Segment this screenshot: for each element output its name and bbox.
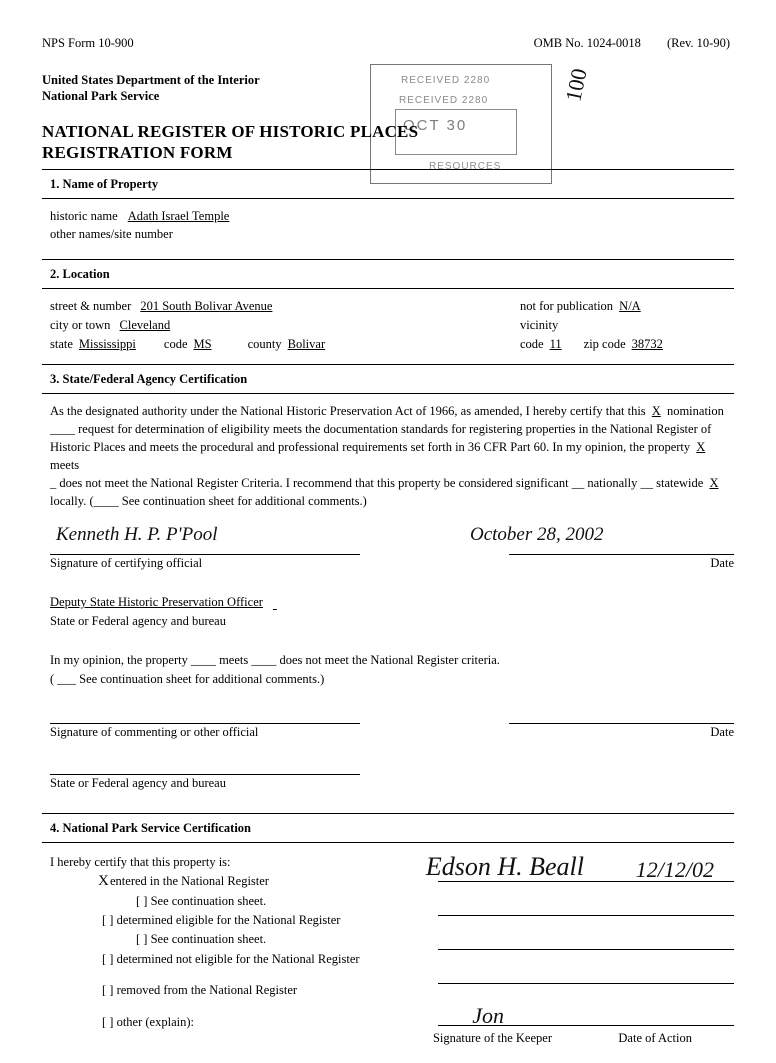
agency-bureau-caption: State or Federal agency and bureau — [50, 614, 226, 629]
city-label: city or town — [50, 318, 111, 333]
section-4-heading: 4. National Park Service Certification — [50, 820, 251, 835]
keeper-initial: Jon — [472, 1002, 504, 1028]
divider-title — [42, 169, 734, 170]
section-3-heading: 3. State/Federal Agency Certification — [50, 371, 248, 386]
street-row — [50, 297, 734, 316]
state-code-label: code — [163, 336, 188, 351]
form-title-line2: REGISTRATION FORM — [42, 142, 233, 162]
divider-section-3 — [42, 393, 734, 394]
section-2-heading: 2. Location — [50, 267, 110, 282]
certifying-signature-line — [50, 554, 360, 555]
keeper-date: 12/12/02 — [635, 856, 714, 882]
park-service-line: National Park Service — [42, 89, 160, 104]
nomination-checkbox-mark[interactable]: X — [651, 403, 661, 418]
cert-para-3a-text: does not meet the National Register Criteria. I recommend that this property be considered significant — [59, 476, 569, 491]
cert-para-4: locally. (____ See continuation sheet for additional comments.) — [50, 494, 367, 509]
street-label: street & number — [50, 299, 132, 314]
omb-number: OMB No. 1024-0018 — [533, 36, 641, 50]
county-label: county — [247, 336, 282, 351]
stamp-bottom-text: RESOURCES — [429, 161, 502, 172]
state-row — [50, 335, 734, 354]
revision-label: (Rev. 10-90) — [666, 36, 730, 50]
nps-option-removed: [ ] removed from the National Register — [102, 983, 298, 998]
cert-para-1a: As the designated authority under the National Historic Preservation Act of 1966, as amended, I hereby certify that this — [50, 403, 646, 418]
cert-para-3c: statewide — [656, 476, 704, 491]
agency-bureau-caption-2: State or Federal agency and bureau — [50, 775, 226, 790]
property-meets-mark[interactable]: X — [696, 439, 706, 454]
nps-option-continuation-2: [ ] See continuation sheet. — [136, 932, 267, 947]
stamp-line-1: RECEIVED 2280 — [401, 75, 491, 86]
opinion-line-1: In my opinion, the property ____ meets ____ does not meet the National Register criteria. — [50, 653, 500, 668]
nps-option-determined-eligible: [ ] determined eligible for the National Register — [102, 913, 341, 927]
street-value[interactable]: 201 South Bolivar Avenue — [140, 299, 273, 314]
section-2-fields — [42, 297, 734, 353]
state-value[interactable]: Mississippi — [78, 336, 136, 351]
county-code-label: code — [520, 336, 544, 351]
agency-bureau-line-2 — [50, 774, 360, 775]
cert-para-3a: _ — [50, 476, 57, 491]
nps-option-entered: entered in the National Register — [110, 874, 269, 889]
keeper-signature: Edson H. Beall — [425, 851, 584, 881]
form-header-row — [42, 36, 734, 52]
cert-para-1b: nomination — [666, 403, 724, 418]
other-names-row — [50, 225, 734, 243]
state-label: state — [50, 336, 73, 351]
section-1-fields — [50, 207, 734, 243]
city-value[interactable]: Cleveland — [119, 318, 171, 333]
commenting-signature-caption: Signature of commenting or other official — [50, 724, 259, 739]
historic-name-value[interactable]: Adath Israel Temple — [127, 209, 230, 224]
nps-option-row-6[interactable] — [102, 981, 734, 1000]
stamp-line-2: RECEIVED 2280 — [399, 95, 489, 106]
not-for-publication-label: not for publication — [520, 299, 614, 314]
commenting-official-block — [50, 723, 734, 740]
keeper-line-4 — [438, 983, 734, 984]
nps-certification-block — [50, 853, 734, 1063]
nps-option-row-5[interactable] — [102, 950, 734, 969]
keeper-signature-caption: Signature of the Keeper — [432, 1030, 552, 1045]
certification-date-line — [509, 554, 734, 555]
county-value[interactable]: Bolivar — [287, 336, 326, 351]
margin-handwriting: 100 — [560, 66, 592, 104]
section-1-heading: 1. Name of Property — [50, 177, 159, 192]
certification-date-handwritten: October 28, 2002 — [470, 524, 604, 546]
statewide-mark[interactable]: __ — [640, 476, 653, 491]
divider-section-4 — [42, 842, 734, 843]
certification-date-caption: Date — [710, 556, 734, 571]
cert-para-3b: nationally — [587, 476, 638, 491]
agency-title-block — [50, 595, 734, 629]
form-body — [42, 36, 734, 1063]
certification-paragraph — [50, 402, 734, 511]
nps-option-determined-not-eligible: [ ] determined not eligible for the National Register — [102, 951, 360, 966]
divider-section-2-end — [42, 364, 734, 365]
form-title-line1: NATIONAL REGISTER OF HISTORIC PLACES — [42, 121, 419, 141]
nationally-mark[interactable]: __ — [571, 476, 585, 491]
nps-option-continuation-1: [ ] See continuation sheet. — [136, 893, 267, 908]
county-code-value[interactable]: 11 — [549, 336, 562, 351]
nps-intro: I hereby certify that this property is: — [50, 854, 231, 869]
keeper-line-3 — [438, 949, 734, 950]
zip-label: zip code — [583, 336, 626, 351]
nps-option-row-4[interactable] — [136, 930, 734, 949]
zip-value[interactable]: 38732 — [631, 336, 663, 351]
cert-para-2b: Historic Places and meets the procedural and professional requirements set forth in 36 CFR Part 60. In my opinion, the property — [50, 439, 691, 454]
certifying-signature-caption: Signature of certifying official — [50, 556, 203, 571]
keeper-line-2 — [438, 915, 734, 916]
historic-name-row — [50, 207, 734, 225]
opinion-block — [50, 651, 734, 689]
vicinity-label: vicinity — [520, 318, 559, 333]
opinion-line-2: ( ___ See continuation sheet for additional comments.) — [50, 672, 325, 687]
certifying-official-signature: Kenneth H. P. P'Pool — [56, 524, 218, 546]
cert-para-2c: meets — [50, 458, 80, 472]
historic-name-label: historic name — [50, 209, 118, 224]
official-title-value[interactable]: Deputy State Historic Preservation Officer — [50, 595, 263, 610]
divider-section-1 — [42, 198, 734, 199]
nps-option-row-2[interactable] — [136, 892, 734, 911]
certifying-official-signature-block — [50, 524, 734, 571]
cert-para-2a: ____ request for determination of eligibility meets the documentation standards for registering properties in the National Register of — [50, 421, 712, 436]
divider-section-2 — [42, 288, 734, 289]
commenting-date-line — [509, 723, 734, 724]
agency-bureau-block-2 — [50, 774, 734, 791]
form-number: NPS Form 10-900 — [42, 36, 134, 50]
state-code-value[interactable]: MS — [193, 336, 212, 351]
agency-block — [42, 72, 734, 105]
official-title-blank[interactable] — [273, 595, 423, 613]
entered-checkbox-mark[interactable]: X — [98, 873, 109, 890]
divider-section-3-end — [42, 813, 734, 814]
locally-mark[interactable]: X — [709, 476, 719, 491]
date-of-action-caption: Date of Action — [618, 1030, 692, 1045]
department-line: United States Department of the Interior — [42, 72, 260, 87]
nps-option-other: [ ] other (explain): — [102, 1014, 194, 1029]
not-for-publication-value[interactable]: N/A — [619, 299, 641, 314]
commenting-date-caption: Date — [710, 724, 734, 739]
divider-section-1-end — [42, 259, 734, 260]
other-names-label: other names/site number — [50, 227, 173, 242]
commenting-signature-line — [50, 723, 360, 724]
stamp-date: OCT 30 — [403, 117, 468, 134]
city-row — [50, 316, 734, 335]
form-title — [42, 121, 734, 164]
